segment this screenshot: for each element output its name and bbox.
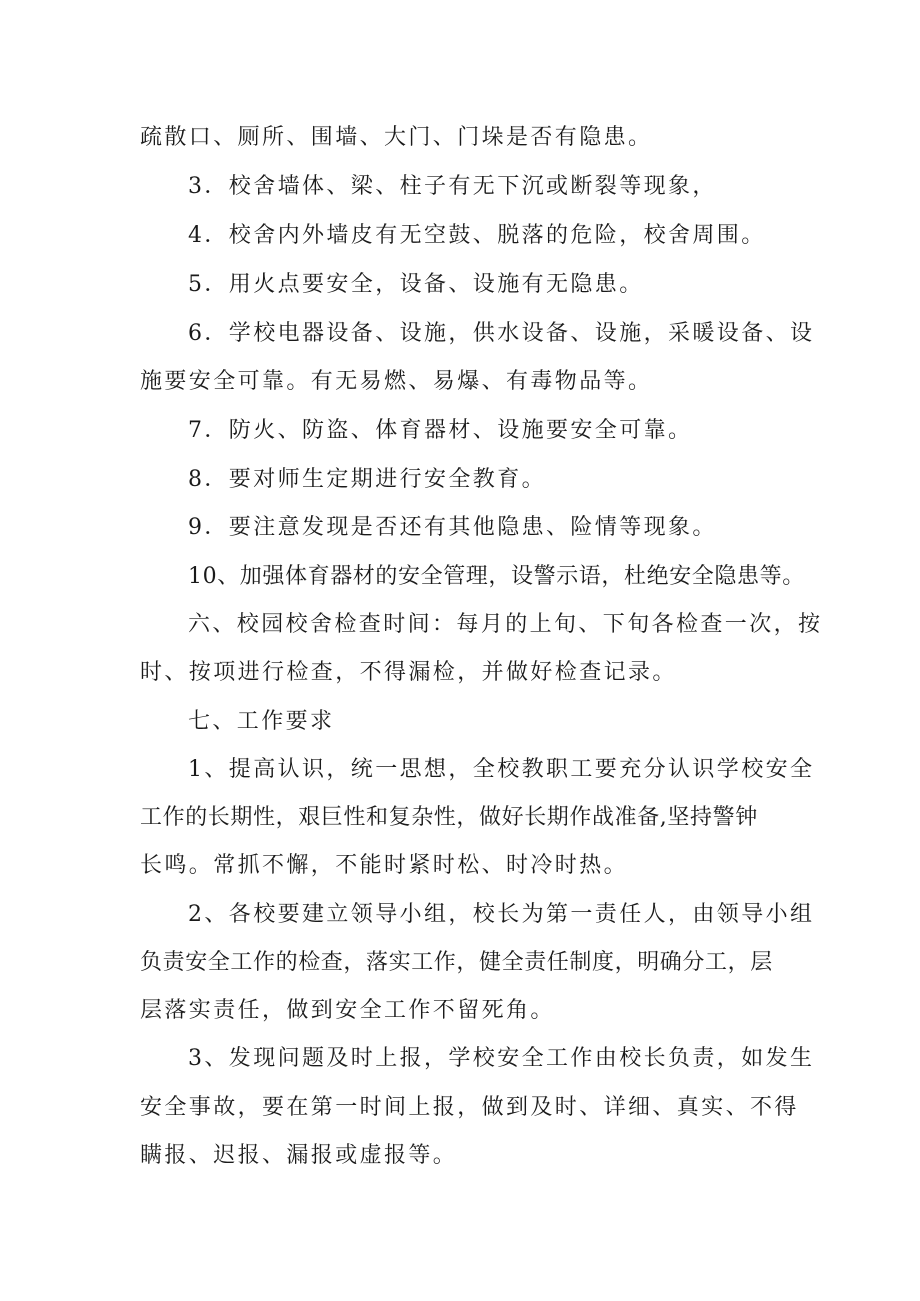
text-line-1: 疏散口、厕所、围墙、大门、门垛是否有隐患。	[140, 125, 653, 150]
text-line-12: 时、按项进行检查，不得漏检，并做好检查记录。	[140, 660, 677, 685]
text-line-2: 3．校舍墙体、梁、柱子有无下沉或断裂等现象，	[188, 174, 717, 199]
text-line-10: 10、加强体育器材的安全管理，设警示语，杜绝安全隐患等。	[188, 564, 805, 589]
text-line-22: 瞒报、迟报、漏报或虚报等。	[140, 1143, 458, 1168]
text-line-21: 安全事故，要在第一时间上报，做到及时、详细、真实、不得	[140, 1095, 799, 1120]
text-line-9: 9．要注意发现是否还有其他隐患、险情等现象。	[188, 515, 717, 540]
text-line-6: 施要安全可靠。有无易燃、易爆、有毒物品等。	[140, 369, 653, 394]
text-line-4: 5．用火点要安全，设备、设施有无隐患。	[188, 272, 644, 297]
text-line-16: 长鸣。常抓不懈，不能时紧时松、时冷时热。	[140, 853, 629, 878]
text-line-7: 7．防火、防盗、体育器材、设施要安全可靠。	[188, 418, 693, 443]
text-line-18: 负责安全工作的检查，落实工作，健全责任制度，明确分工，层	[140, 950, 773, 975]
text-line-17: 2、各校要建立领导小组，校长为第一责任人，由领导小组	[188, 902, 815, 927]
text-line-14: 1、提高认识，统一思想，全校教职工要充分认识学校安全	[188, 757, 815, 782]
text-line-11: 六、校园校舍检查时间：每月的上旬、下旬各检查一次，按	[188, 612, 823, 637]
text-line-3: 4．校舍内外墙皮有无空鼓、脱落的危险，校舍周围。	[188, 223, 766, 248]
section-heading: 七、工作要求	[188, 709, 335, 734]
text-line-19: 层落实责任，做到安全工作不留死角。	[140, 998, 555, 1023]
text-line-15: 工作的长期性，艰巨性和复杂性，做好长期作战准备,坚持警钟	[140, 805, 758, 830]
text-line-5: 6．学校电器设备、设施，供水设备、设施，采暖设备、设	[188, 321, 815, 346]
text-line-8: 8．要对师生定期进行安全教育。	[188, 467, 546, 492]
text-line-20: 3、发现问题及时上报，学校安全工作由校长负责，如发生	[188, 1046, 815, 1071]
